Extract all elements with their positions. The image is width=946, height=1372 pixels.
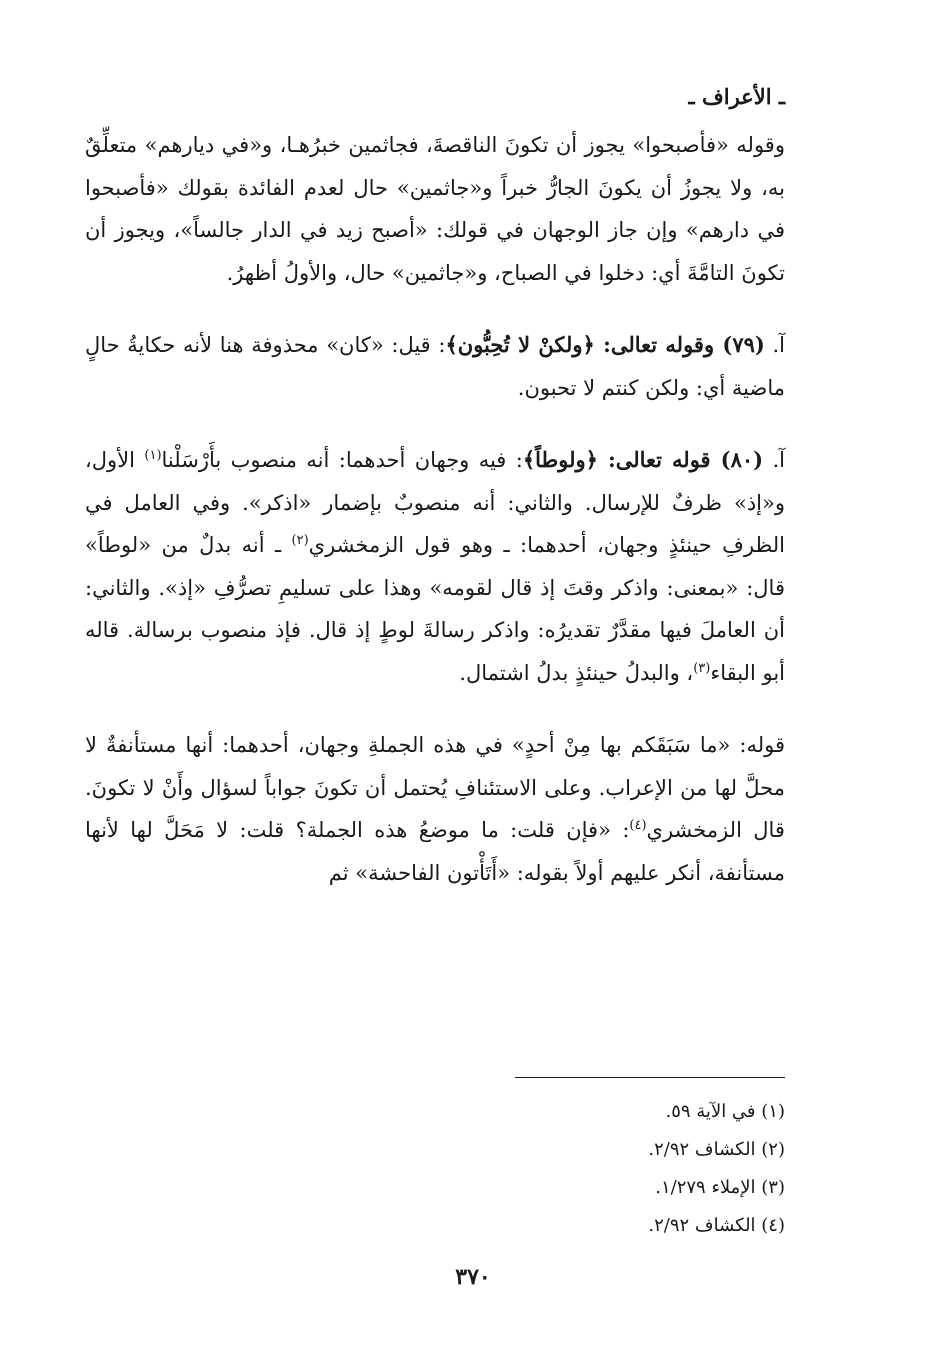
paragraph-2-text: : قيل: «كان» محذوفة هنا لأنه حكايةُ حالٍ ماضية أي: ولكن كنتم لا تحبون.	[85, 333, 785, 400]
paragraph-3	[85, 439, 785, 694]
footnote-2: (٢) الكشاف ٢/٩٢.	[648, 1139, 785, 1160]
footnote-ref-3: (٣)	[693, 660, 711, 676]
footnote-divider	[515, 1077, 785, 1078]
main-text	[85, 124, 785, 894]
paragraph-3-text: ـ أنه بدلٌ من «لوطاً» قال: «بمعنى: واذكر وقتَ إذ قال لقومه» وهذا على تسليمِ تصرُّفِ «إذ». والثاني: أن العاملَ فيها مقدَّرٌ تقديرُه: واذكر رسالةَ لوطٍ إذ قال. فإذ منصوب برسالة. قاله أبو البقاء	[85, 533, 785, 685]
footnotes	[485, 1093, 785, 1245]
paragraph-4-text: قوله: «ما سَبَقَكم بها مِنْ أحدٍ» في هذه الجملةِ وجهان، أحدهما: أنها مستأنفةٌ لا محلَّ لها من الإعراب. وعلى الاستئنافِ يُحتمل أن تكونَ جواباً لسؤال وأَنْ لا تكونَ. قال الزمخشري	[85, 733, 785, 842]
verse-heading-79: (٧٩) وقوله تعالى: ﴿ولكنْ لا تُحِبُّون﴾	[445, 332, 765, 357]
verse-marker: آ.	[764, 333, 786, 357]
page-number: ٣٧٠	[455, 1264, 491, 1290]
paragraph-3-text: : فيه وجهان أحدهما: أنه منصوب بأَرْسَلْنا	[161, 448, 523, 472]
verse-marker: آ.	[763, 448, 785, 472]
footnote-4: (٤) الكشاف ٢/٩٢.	[648, 1215, 785, 1236]
paragraph-2	[85, 324, 785, 409]
paragraph-3-text: ، والبدلُ حينئذٍ بدلُ اشتمال.	[459, 660, 694, 685]
footnote-1: (١) في الآية ٥٩.	[665, 1101, 785, 1122]
paragraph-1: وقوله «فأصبحوا» يجوز أن تكونَ الناقصةَ، فجاثمين خبرُهـا، و«في ديارهم» متعلِّقٌ به، ولا يجوزُ أن يكونَ الجارُّ خبراً و«جاثمين» حال لعدم الفائدة بقولك «فأصبحوا في دارهم» وإن جاز الوجهان في قولك: «أصبح زيد في الدار جالساً»، ويجوز أن تكونَ التامَّةَ أي: دخلوا في الصباح، و«جاثمين» حال، والأولُ أظهرُ.	[85, 133, 785, 285]
verse-heading-80: (٨٠) قوله تعالى: ﴿ولوطاً﴾	[522, 447, 764, 472]
paragraph-3-text: الأول، و«إذ» ظرفٌ للإرسال. والثاني: أنه منصوبٌ بإضمار «اذكر». وفي العامل في الظرفِ حينئذٍ وجهان، أحدهما: ـ وهو قول الزمخشري	[85, 448, 785, 557]
footnote-ref-4: (٤)	[629, 818, 647, 833]
paragraph-4-text: : «فإن قلت: ما موضعُ هذه الجملة؟ قلت: لا مَحَلَّ لها لأنها مستأنفة، أنكر عليهم أولاً بقوله: «أَتَأْتون الفاحشة» ثم	[85, 818, 785, 885]
running-header: ـ الأعراف ـ	[688, 84, 785, 109]
footnote-3: (٣) الإملاء ١/٢٧٩.	[655, 1177, 785, 1198]
paragraph-4	[85, 724, 785, 894]
footnote-ref-1: (١)	[144, 448, 162, 463]
footnote-ref-2: (٢)	[291, 533, 309, 548]
